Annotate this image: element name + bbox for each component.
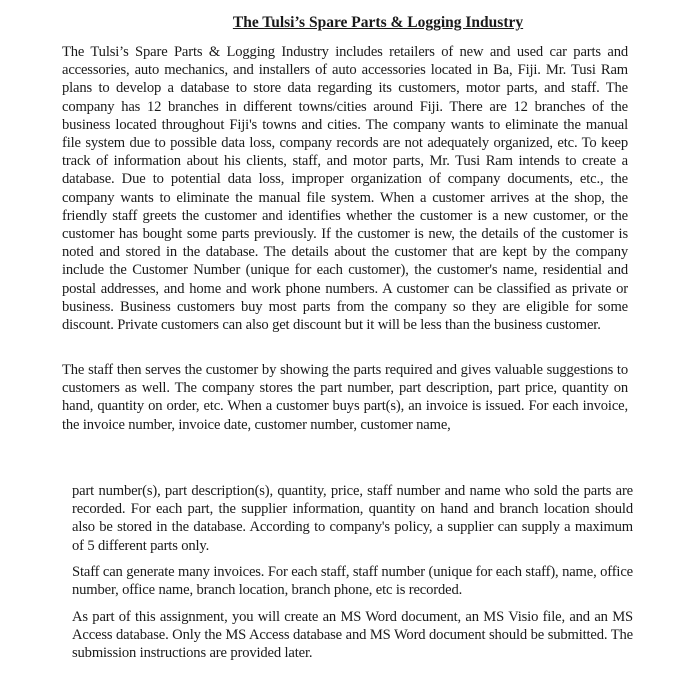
- paragraph-staff-records: Staff can generate many invoices. For each staff, staff number (unique for each staff), name, office number, office name, branch location, branch phone, etc is recorded.: [72, 564, 633, 599]
- paragraph-intro: The Tulsi’s Spare Parts & Logging Industry includes retailers of new and used car parts and accessories, auto mechanics, and installers of auto accessories located in Ba, Fiji. Mr. Tusi Ram plans to develop a database to store data regarding its customers, motor parts, and staff. The company has 12 branches in different towns/cities around Fiji. There are 12 branches of the business located throughout Fiji's towns and cities. The company wants to eliminate the manual file system due to possible data loss, company records are not adequately organized, etc. To keep track of information about his clients, staff, and motor parts, Mr. Tusi Ram intends to create a database. Due to potential data loss, improper organization of company documents, etc., the company wants to eliminate the manual file system. When a customer arrives at the shop, the friendly staff greets the customer and identifies whether the customer is a new customer, or the customer has bought some parts previously. If the customer is new, the details of the customer is noted and stored in the database. The details about the customer that are kept by the company include the Customer Number (unique for each customer), the customer's name, residential and postal addresses, and home and work phone numbers. A customer can be classified as private or business. Business customers buy most parts from the company so they are eligible for some discount. Private customers can also get discount but it will be less than the business customer.: [62, 44, 628, 334]
- paragraph-invoice-details: part number(s), part description(s), quantity, price, staff number and name who sold the parts are recorded. For each part, the supplier information, quantity on hand and branch location should also be stored in the database. According to company's policy, a supplier can supply a maximum of 5 different parts only.: [72, 483, 633, 554]
- document-title: The Tulsi’s Spare Parts & Logging Industry: [232, 14, 524, 31]
- paragraph-staff-service: The staff then serves the customer by showing the parts required and gives valuable suggestions to customers as well. The company stores the part number, part description, part price, quantity on hand, quantity on order, etc. When a customer buys part(s), an invoice is issued. For each invoice, the invoice number, invoice date, customer number, customer name,: [62, 362, 628, 433]
- paragraph-assignment: As part of this assignment, you will create an MS Word document, an MS Visio file, and an MS Access database. Only the MS Access database and MS Word document should be submitted. The submission instructions are provided later.: [72, 609, 633, 662]
